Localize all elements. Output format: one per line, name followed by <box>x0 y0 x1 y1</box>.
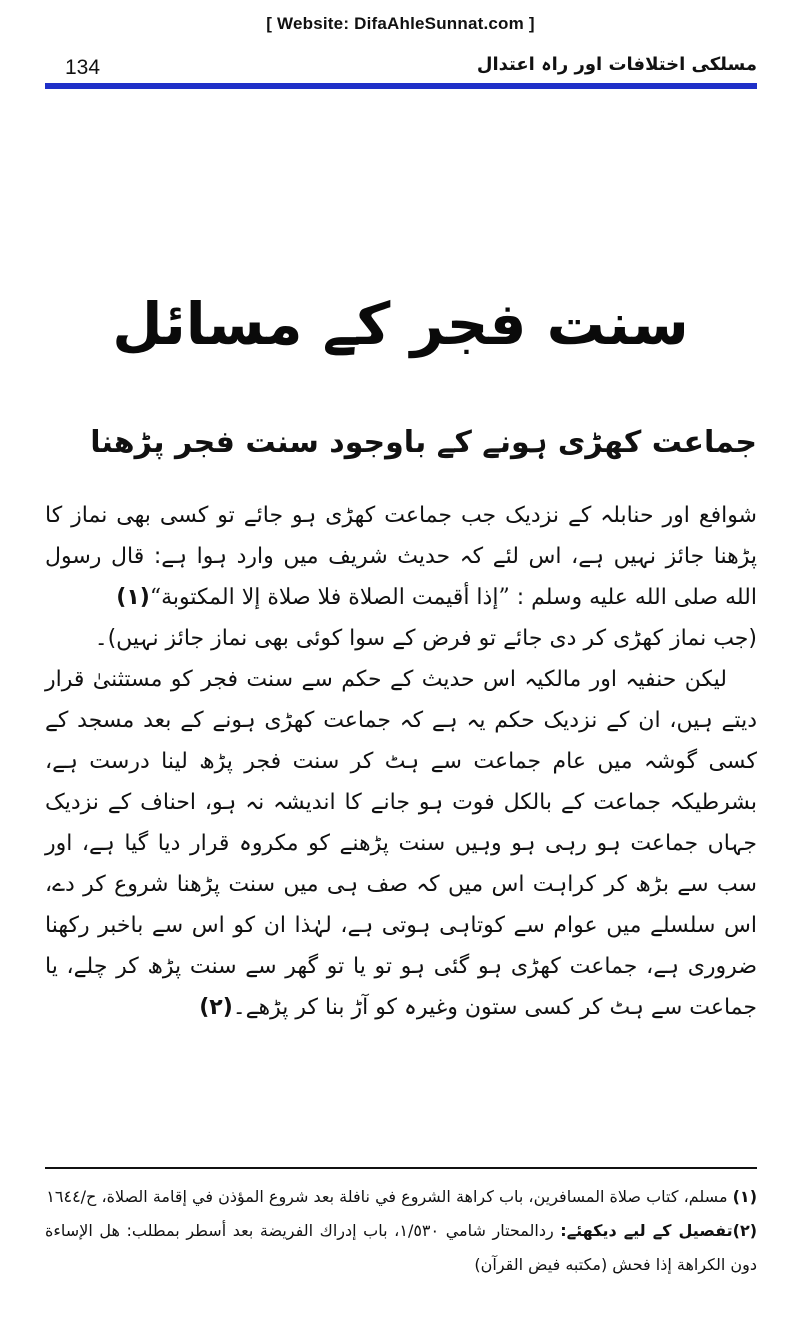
footnote-2-text: ردالمحتار شامي ١/٥٣٠، باب إدراك الفريضة بعد أسطر بمطلب: هل الإساءة دون الكراهة إذا فحش (مكتبه فيض القرآن) <box>45 1221 757 1274</box>
section-heading: جماعت کھڑی ہونے کے باوجود سنت فجر پڑھنا <box>90 425 757 460</box>
footnote-1-number: (۱) <box>732 1187 757 1206</box>
footnote-1 <box>45 1180 757 1214</box>
paragraph-3 <box>45 659 757 1028</box>
book-title: مسلکی اختلافات اور راہ اعتدال <box>476 54 757 75</box>
reference-mark-2: (۲) <box>199 995 233 1020</box>
footnote-divider <box>45 1167 757 1169</box>
website-banner: [ Website: DifaAhleSunnat.com ] <box>266 14 535 33</box>
footnotes <box>45 1180 757 1282</box>
reference-mark-1: (۱) <box>116 585 150 610</box>
page-number: 134 <box>65 56 101 79</box>
footnote-2-label: تفصیل کے لیے دیکھئے: <box>560 1221 733 1240</box>
footnote-2-number: (۲) <box>732 1221 758 1240</box>
paragraph-3-text: لیکن حنفیہ اور مالکیہ اس حدیث کے حکم سے سنت فجر کو مستثنیٰ قرار دیتے ہیں، ان کے نزدیک حکم یہ ہے کہ جماعت کھڑی ہونے کے بعد مسجد کے کسی گوشہ میں عام جماعت سے ہٹ کر سنت فجر پڑھ لینا درست ہے، بشرطیکہ جماعت کے بالکل فوت ہو جانے کا اندیشہ نہ ہو، احناف کے نزدیک جہاں جماعت ہو رہی ہو وہیں سنت پڑھنے کو مکروہ قرار دیا گیا ہے، اور سب سے بڑھ کر کراہت اس میں کہ صف ہی میں سنت پڑھنا شروع کر دے، اس سلسلے میں عوام سے کوتاہی ہوتی ہے، لہٰذا ان کو اس سے باخبر رکھنا ضروری ہے، جماعت کھڑی ہو گئی ہو تو یا تو گھر سے سنت پڑھ کر چلے، یا جماعت سے ہٹ کر کسی ستون وغیرہ کو آڑ بنا کر پڑھے۔ <box>45 667 757 1020</box>
body-text <box>45 495 757 1028</box>
paragraph-2: (جب نماز کھڑی کر دی جائے تو فرض کے سوا کوئی بھی نماز جائز نہیں)۔ <box>94 626 757 651</box>
footnote-2 <box>45 1214 757 1282</box>
footnote-1-text: مسلم، كتاب صلاة المسافرين، باب كراهة الشروع في نافلة بعد شروع المؤذن في إقامة الصلاة، ح/١٦٤٤ <box>46 1187 728 1206</box>
paragraph-1 <box>45 495 757 618</box>
paragraph-1-text: شوافع اور حنابلہ کے نزدیک جب جماعت کھڑی ہو جائے تو کسی بھی نماز کا پڑھنا جائز نہیں ہے، اس لئے کہ حدیث شریف میں وارد ہوا ہے: قال رسول الله صلى الله عليه وسلم : <box>45 503 757 610</box>
hadith-quote: ”إذا أقيمت الصلاة فلا صلاة إلا المكتوبة“ <box>149 585 510 610</box>
chapter-title: سنت فجر کے مسائل <box>112 290 689 358</box>
header-divider <box>45 83 757 89</box>
